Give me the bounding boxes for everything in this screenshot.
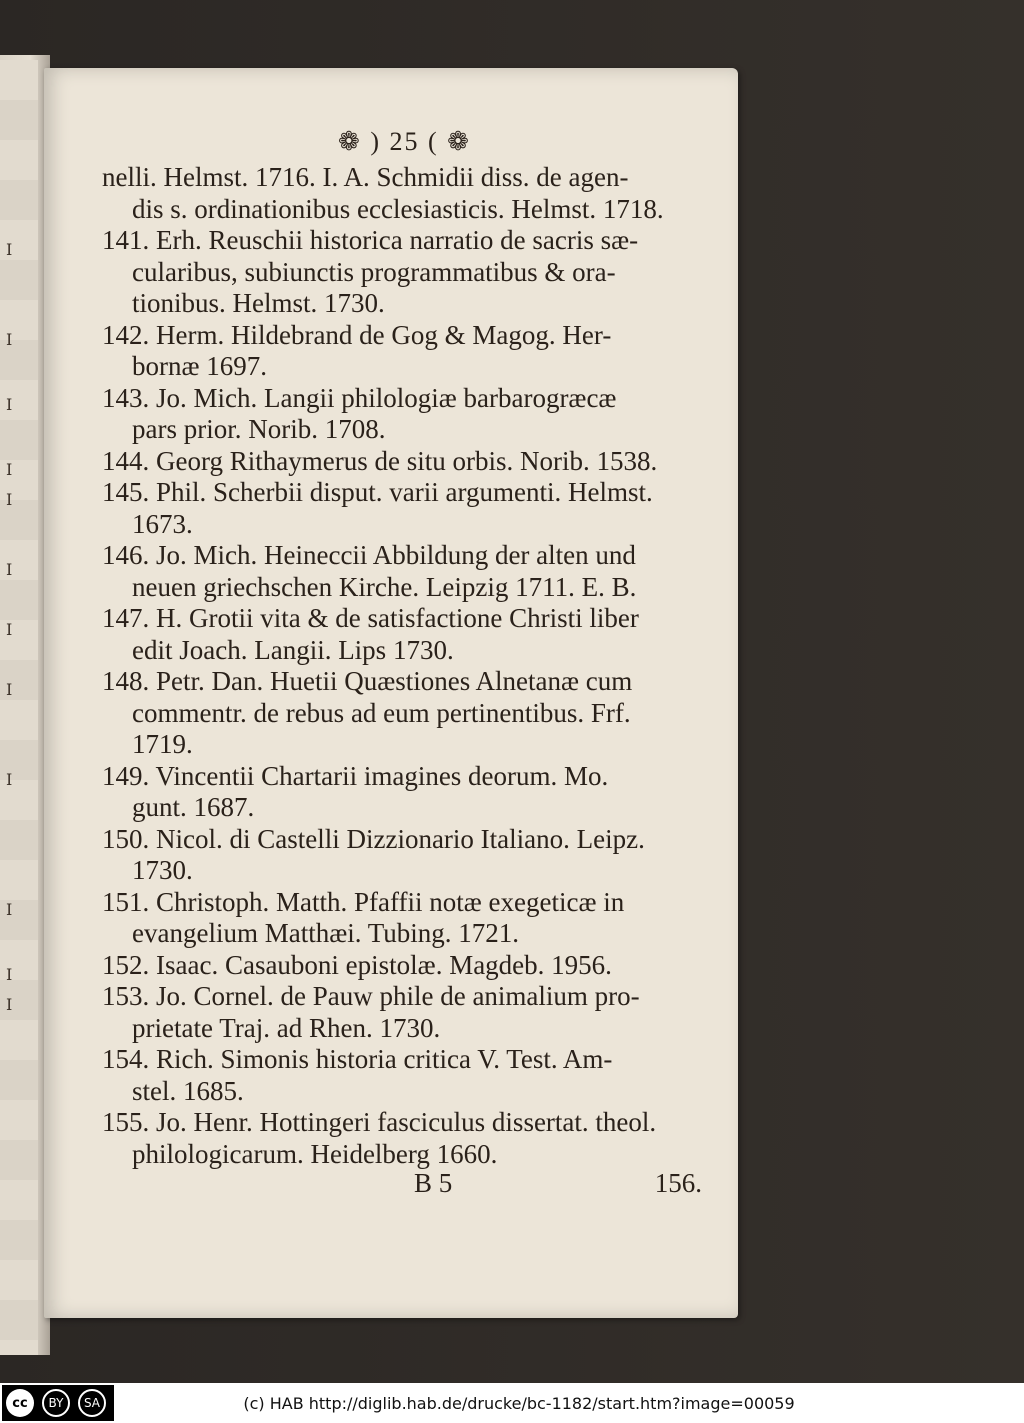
catchword: 156. [654, 1168, 702, 1198]
cc-license-badge[interactable] [2, 1385, 114, 1421]
entry-line: 153. Jo. Cornel. de Pauw phile de animalium pro- [102, 981, 640, 1011]
gutter-mark: I [6, 240, 13, 259]
entry-line: 154. Rich. Simonis historia critica V. Test. Am- [102, 1044, 613, 1074]
book-page [44, 68, 738, 1318]
gutter-mark: I [6, 965, 13, 984]
page-text [102, 126, 707, 1170]
credit-link[interactable]: (c) HAB http://diglib.hab.de/drucke/bc-1182/start.htm?image=00059 [243, 1393, 795, 1413]
entry-line: 150. Nicol. di Castelli Dizzionario Italiano. Leipz. [102, 823, 645, 854]
by-icon: BY [42, 1389, 70, 1417]
entry-line: 149. Vincentii Chartarii imagines deorum. Mo. [102, 760, 609, 791]
entry-line: 141. Erh. Reuschii historica narratio de sacris sæ- [102, 225, 639, 255]
text-line: bornæ 1697. [132, 351, 267, 381]
text-line: cularibus, subiunctis programmatibus & ora- [132, 256, 616, 287]
text-line: prietate Traj. ad Rhen. 1730. [132, 1012, 441, 1043]
entry-line: 146. Jo. Mich. Heineccii Abbildung der alten und [102, 540, 636, 570]
text-line: pars prior. Norib. 1708. [132, 414, 386, 444]
entry-line: 152. Isaac. Casauboni epistolæ. Magdeb. 1956. [102, 949, 612, 980]
entry-line: 145. Phil. Scherbii disput. varii argumenti. Helmst. [102, 477, 653, 507]
text-line: gunt. 1687. [132, 792, 255, 822]
entry-line: 143. Jo. Mich. Langii philologiæ barbarogræcæ [102, 382, 617, 413]
gutter-mark: I [6, 460, 13, 479]
entry-line: 151. Christoph. Matth. Pfaffii notæ exegeticæ in [102, 886, 625, 917]
gutter-mark: I [6, 395, 13, 414]
gutter-mark: I [6, 330, 13, 349]
text-line: tionibus. Helmst. 1730. [132, 288, 385, 318]
text-line: neuen griechschen Kirche. Leipzig 1711. E. B. [132, 571, 637, 602]
entry-line: 142. Herm. Hildebrand de Gog & Magog. Her- [102, 319, 612, 350]
gutter-mark: I [6, 680, 13, 699]
gutter-mark: I [6, 560, 13, 579]
text-line: commentr. de rebus ad eum pertinentibus. Frf. [132, 697, 631, 728]
gutter-mark: I [6, 490, 13, 509]
text-line: 1730. [132, 855, 193, 885]
text-line: evangelium Matthæi. Tubing. 1721. [132, 918, 520, 948]
entry-line: 144. Georg Rithaymerus de situ orbis. Norib. 1538. [102, 445, 658, 476]
sa-icon: SA [78, 1389, 106, 1417]
gutter-mark: I [6, 995, 13, 1014]
gutter-mark: I [6, 620, 13, 639]
text-line: philologicarum. Heidelberg 1660. [132, 1138, 498, 1169]
entry-line: 155. Jo. Henr. Hottingeri fasciculus dissertat. theol. [102, 1107, 657, 1137]
text-line: 1673. [132, 508, 193, 539]
entry-line: 147. H. Grotii vita & de satisfactione Christi liber [102, 603, 639, 633]
text-line: dis s. ordinationibus ecclesiasticis. Helmst. 1718. [132, 193, 664, 224]
cc-icon: cc [6, 1389, 34, 1417]
text-line: stel. 1685. [132, 1075, 244, 1106]
gutter-mark: I [6, 900, 13, 919]
running-header: ❁ ) 25 ( ❁ [338, 127, 471, 156]
entry-line: 148. Petr. Dan. Huetii Quæstiones Alnetanæ cum [102, 666, 633, 696]
gutter-mark: I [6, 770, 13, 789]
signature-mark: B 5 [414, 1168, 453, 1198]
text-line: nelli. Helmst. 1716. I. A. Schmidii diss. de agen- [102, 162, 629, 192]
credit-bar [0, 1383, 1024, 1423]
text-lines [102, 162, 707, 1170]
text-line: 1719. [132, 729, 193, 759]
text-line: edit Joach. Langii. Lips 1730. [132, 634, 454, 665]
